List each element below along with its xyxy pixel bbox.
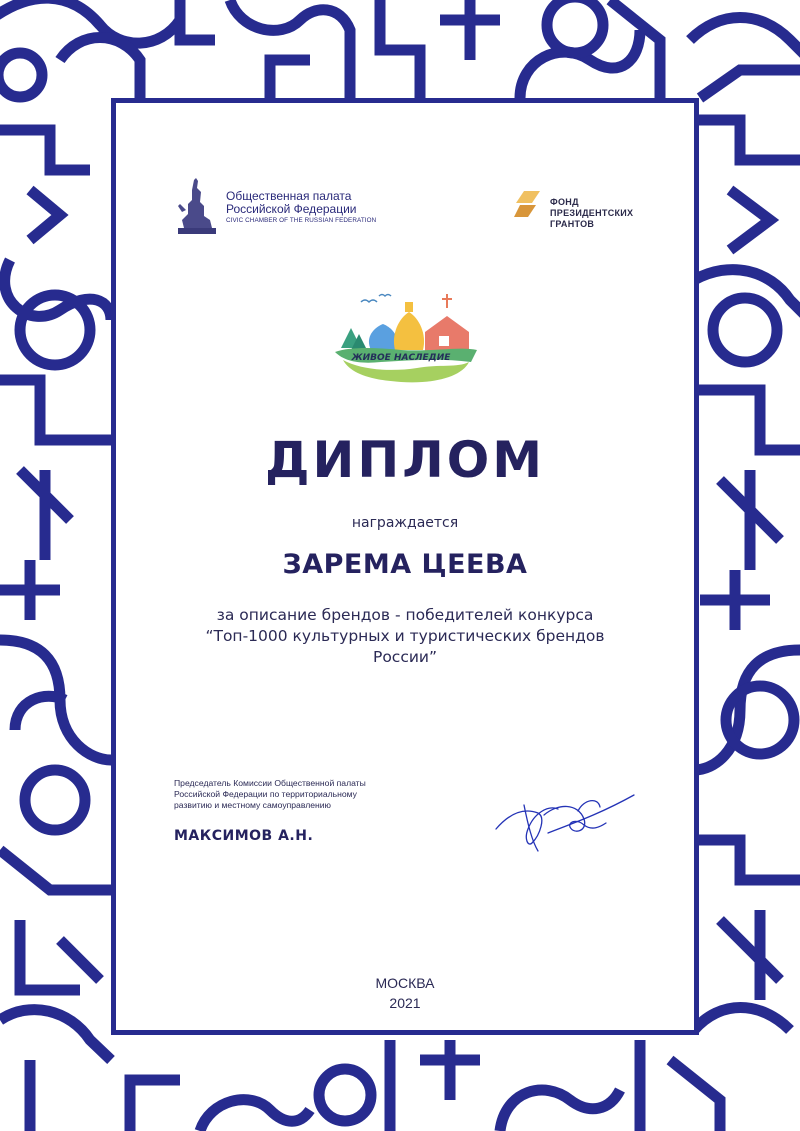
signer-position-line1: Председатель Комиссии Общественной палаты	[174, 778, 366, 788]
chamber-name-line1: Общественная палата	[226, 189, 352, 203]
presidential-grants-fund-logo	[514, 187, 654, 235]
fund-mark-icon	[514, 189, 544, 219]
signer-position-line3: развитию и местному самоуправлению	[174, 800, 331, 810]
diploma-title: ДИПЛОМ	[264, 431, 545, 489]
signer-position-line2: Российской Федерации по территориальному	[174, 789, 357, 799]
signer-position	[174, 778, 404, 811]
signer-name: МАКСИМОВ А.Н.	[174, 828, 314, 844]
heritage-logo-label: ЖИВОЕ НАСЛЕДИЕ	[351, 353, 451, 363]
handwritten-signature-icon	[488, 785, 638, 855]
issue-year: 2021	[389, 995, 421, 1011]
fund-name-line3: ГРАНТОВ	[550, 219, 595, 229]
diploma-frame	[111, 98, 699, 1035]
fund-name-line1: ФОНД	[550, 197, 579, 207]
chamber-name-english: CIVIC CHAMBER OF THE RUSSIAN FEDERATION	[226, 217, 377, 224]
chamber-name-line2: Российской Федерации	[226, 202, 357, 216]
living-heritage-logo-icon	[321, 288, 481, 388]
recipient-name: ЗАРЕМА ЦЕЕВА	[282, 549, 528, 580]
issue-place-and-year	[116, 973, 694, 1013]
reason-line3: России”	[372, 648, 438, 666]
award-reason	[146, 605, 664, 668]
reason-line1: за описание брендов - победителей конкурса	[216, 606, 594, 624]
issue-city: МОСКВА	[375, 975, 435, 991]
monument-emblem-icon	[174, 176, 220, 236]
awarded-text: награждается	[351, 515, 459, 531]
civic-chamber-logo	[174, 176, 377, 238]
fund-name-line2: ПРЕЗИДЕНТСКИХ	[550, 208, 634, 218]
reason-line2: “Топ-1000 культурных и туристических брендов	[205, 627, 605, 645]
